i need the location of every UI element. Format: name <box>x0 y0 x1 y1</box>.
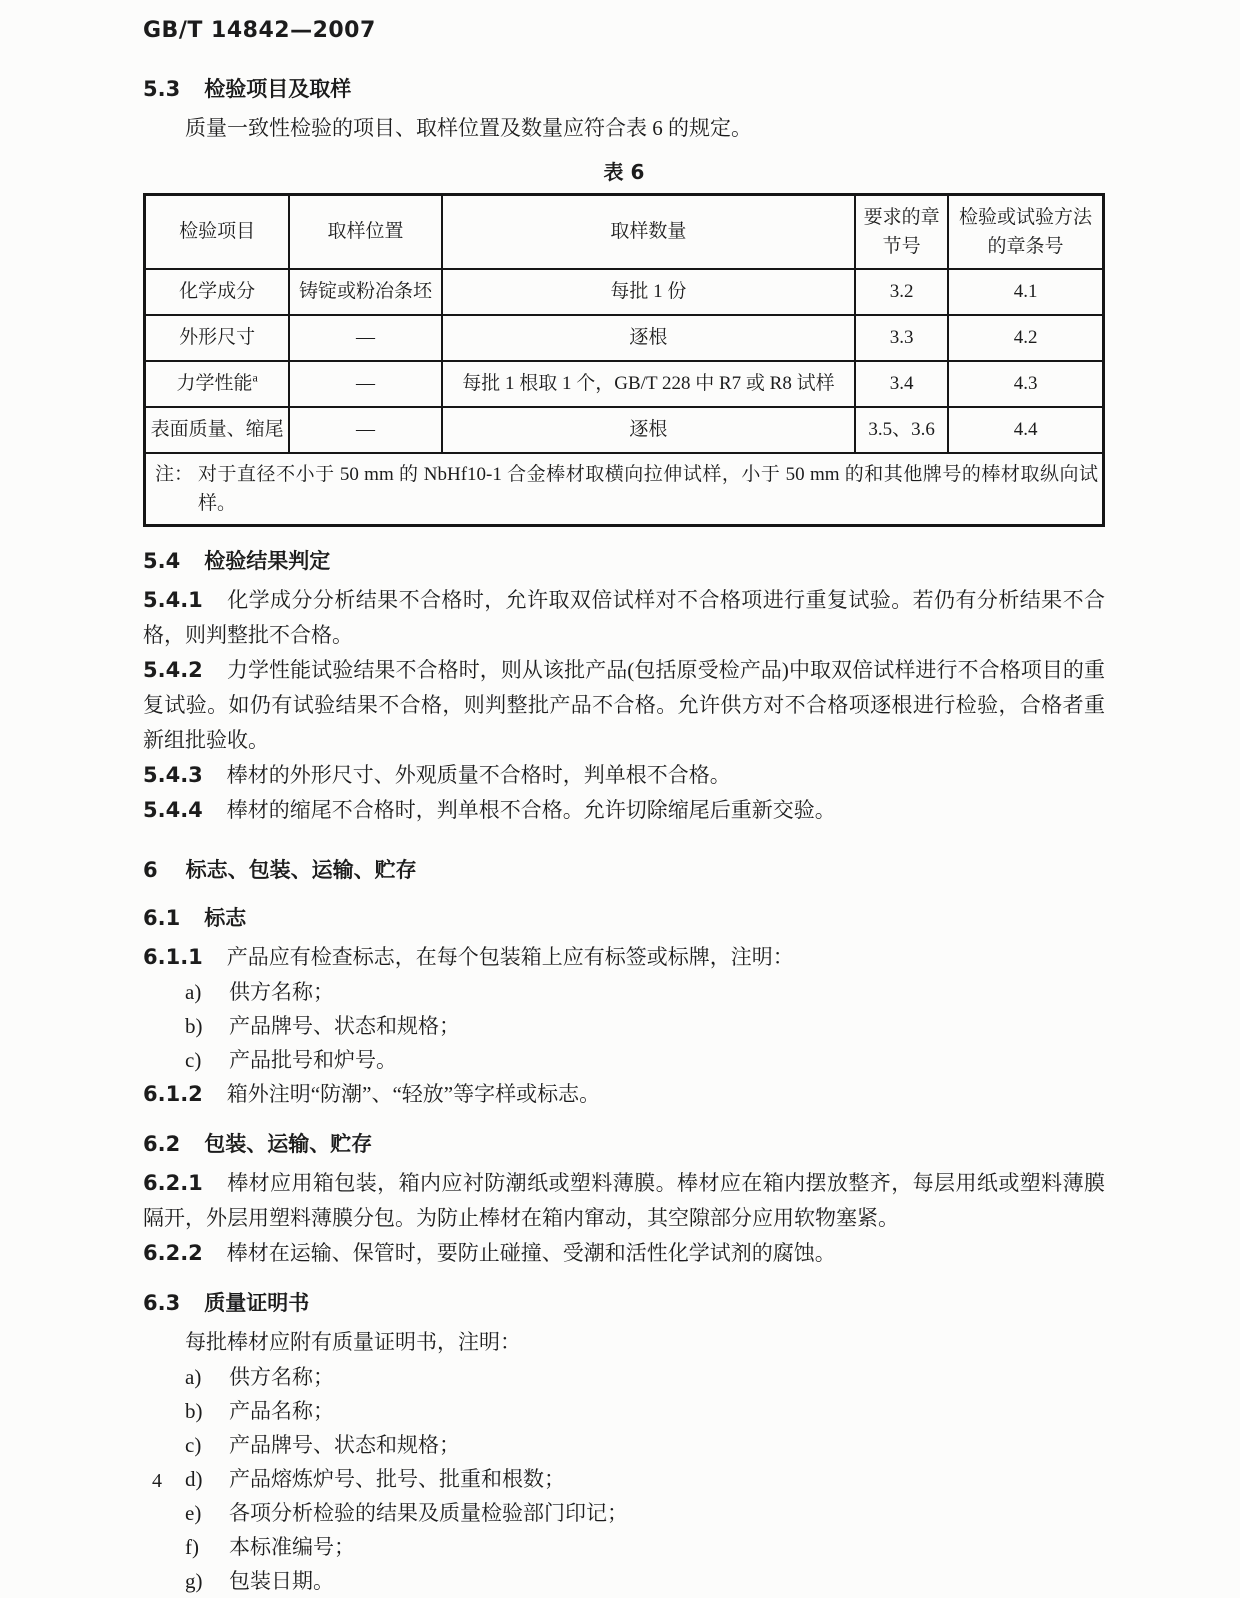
list-item <box>143 1496 1105 1530</box>
clause-number: 5.4.2 <box>143 657 203 682</box>
certificate-list <box>143 1360 1105 1598</box>
list-item <box>143 1394 1105 1428</box>
list-item-text: 产品名称； <box>229 1398 334 1423</box>
list-item <box>143 975 1105 1009</box>
chapter-heading-6 <box>143 854 1105 884</box>
clause-6-2-2 <box>143 1236 1105 1271</box>
clause-number: 5.4.4 <box>143 797 203 822</box>
list-marker: g) <box>185 1568 203 1593</box>
clause-5-4-4 <box>143 793 1105 828</box>
column-header-item: 检验项目 <box>145 195 290 269</box>
table-note <box>145 453 1104 526</box>
cell-method: 4.3 <box>948 361 1103 407</box>
cell-position: — <box>289 361 441 407</box>
clause-text: 箱外注明“防潮”、“轻放”等字样或标志。 <box>226 1081 601 1106</box>
section-heading-6-2 <box>143 1128 1105 1158</box>
section-title: 质量证明书 <box>204 1290 310 1315</box>
list-marker: e) <box>185 1500 202 1525</box>
page-number: 4 <box>152 1470 162 1492</box>
column-header-quantity: 取样数量 <box>442 195 855 269</box>
list-marker: d) <box>185 1466 203 1491</box>
cell-position: — <box>289 407 441 453</box>
note-text: 对于直径不小于 50 mm 的 NbHf10-1 合金棒材取横向拉伸试样，小于 50 mm 的和其他牌号的棒材取纵向试样。 <box>198 463 1098 514</box>
cell-item <box>145 361 290 407</box>
list-item-text: 本标准编号； <box>229 1534 355 1559</box>
cell-item: 外形尺寸 <box>145 315 290 361</box>
section-title: 检验结果判定 <box>204 548 331 573</box>
section-number: 5.3 <box>143 77 181 101</box>
table-row <box>145 315 1104 361</box>
standard-number-header: GB/T 14842—2007 <box>143 18 376 43</box>
section-title: 检验项目及取样 <box>204 77 352 101</box>
clause-5-4-2 <box>143 653 1105 758</box>
list-item <box>143 1564 1105 1598</box>
cell-quantity: 逐根 <box>442 315 855 361</box>
list-item <box>143 1043 1105 1077</box>
list-marker: b) <box>185 1013 203 1038</box>
footnote-marker: a <box>252 370 258 385</box>
section-number: 6.2 <box>143 1131 181 1156</box>
clause-text: 棒材应用箱包装，箱内应衬防潮纸或塑料薄膜。棒材应在箱内摆放整齐，每层用纸或塑料薄膜隔开，外层用塑料薄膜分包。为防止棒材在箱内窜动，其空隙部分应用软物塞紧。 <box>143 1170 1105 1230</box>
note-label: 注： <box>154 463 193 485</box>
list-item-text: 包装日期。 <box>229 1568 334 1593</box>
column-header-method: 检验或试验方法的章条号 <box>948 195 1103 269</box>
cell-requirement: 3.5、3.6 <box>855 407 948 453</box>
section-title: 包装、运输、贮存 <box>204 1131 373 1156</box>
list-item-text: 供方名称； <box>229 1364 334 1389</box>
list-item-text: 产品批号和炉号。 <box>229 1047 397 1072</box>
clause-6-2-1 <box>143 1166 1105 1236</box>
clause-5-4-1 <box>143 583 1105 653</box>
cell-requirement: 3.3 <box>855 315 948 361</box>
list-item <box>143 1462 1105 1496</box>
clause-number: 6.2.1 <box>143 1170 203 1195</box>
table-note-row <box>145 453 1104 526</box>
section-heading-5-4 <box>143 545 1105 575</box>
table-header-row <box>145 195 1104 269</box>
cell-method: 4.2 <box>948 315 1103 361</box>
list-item-text: 产品牌号、状态和规格； <box>229 1432 460 1457</box>
clause-6-1-1 <box>143 940 1105 975</box>
clause-number: 5.4.1 <box>143 587 203 612</box>
column-header-requirement: 要求的章节号 <box>855 195 948 269</box>
list-marker: b) <box>185 1398 203 1423</box>
list-marker: a) <box>185 1364 202 1389</box>
cell-quantity: 逐根 <box>442 407 855 453</box>
column-header-position: 取样位置 <box>289 195 441 269</box>
list-item <box>143 1428 1105 1462</box>
list-item-text: 产品牌号、状态和规格； <box>229 1013 460 1038</box>
list-marker: a) <box>185 979 202 1004</box>
clause-number: 6.1.1 <box>143 944 203 969</box>
clause-number: 5.4.3 <box>143 762 203 787</box>
chapter-title: 标志、包装、运输、贮存 <box>185 857 417 882</box>
cell-position: 铸锭或粉冶条坯 <box>289 269 441 315</box>
intro-paragraph-5-3: 质量一致性检验的项目、取样位置及数量应符合表 6 的规定。 <box>185 116 752 140</box>
section-heading-5-3 <box>143 73 1105 103</box>
table-6 <box>143 193 1105 527</box>
list-marker: c) <box>185 1047 202 1072</box>
clause-5-4-3 <box>143 758 1105 793</box>
clause-text: 化学成分分析结果不合格时，允许取双倍试样对不合格项进行重复试验。若仍有分析结果不合格，则判整批不合格。 <box>143 587 1105 647</box>
clause-text: 棒材在运输、保管时，要防止碰撞、受潮和活性化学试剂的腐蚀。 <box>226 1240 836 1265</box>
cell-quantity: 每批 1 根取 1 个，GB/T 228 中 R7 或 R8 试样 <box>442 361 855 407</box>
cell-position: — <box>289 315 441 361</box>
section-heading-6-3 <box>143 1287 1105 1317</box>
list-item <box>143 1530 1105 1564</box>
clause-text: 棒材的缩尾不合格时，判单根不合格。允许切除缩尾后重新交验。 <box>226 797 836 822</box>
clause-number: 6.1.2 <box>143 1081 203 1106</box>
list-marker: c) <box>185 1432 202 1457</box>
list-item-text: 各项分析检验的结果及质量检验部门印记； <box>229 1500 628 1525</box>
cell-item: 化学成分 <box>145 269 290 315</box>
marking-list <box>143 975 1105 1077</box>
intro-paragraph-6-3: 每批棒材应附有质量证明书，注明： <box>185 1329 521 1354</box>
table-row <box>145 361 1104 407</box>
table-row <box>145 269 1104 315</box>
cell-requirement: 3.2 <box>855 269 948 315</box>
clause-text: 棒材的外形尺寸、外观质量不合格时，判单根不合格。 <box>226 762 731 787</box>
cell-item-text: 力学性能 <box>176 373 253 394</box>
clause-6-1-2 <box>143 1077 1105 1112</box>
cell-requirement: 3.4 <box>855 361 948 407</box>
section-title: 标志 <box>204 905 247 930</box>
list-item <box>143 1009 1105 1043</box>
list-marker: f) <box>185 1534 199 1559</box>
list-item-text: 供方名称； <box>229 979 334 1004</box>
cell-method: 4.4 <box>948 407 1103 453</box>
cell-quantity: 每批 1 份 <box>442 269 855 315</box>
chapter-number: 6 <box>143 857 158 882</box>
section-number: 5.4 <box>143 548 181 573</box>
clause-number: 6.2.2 <box>143 1240 203 1265</box>
cell-method: 4.1 <box>948 269 1103 315</box>
cell-item: 表面质量、缩尾 <box>145 407 290 453</box>
list-item-text: 产品熔炼炉号、批号、批重和根数； <box>229 1466 565 1491</box>
clause-text: 力学性能试验结果不合格时，则从该批产品(包括原受检产品)中取双倍试样进行不合格项目的重复试验。如仍有试验结果不合格，则判整批产品不合格。允许供方对不合格项逐根进行检验，合格者重新组批验收。 <box>143 657 1105 752</box>
table-caption: 表 6 <box>603 160 645 184</box>
section-heading-6-1 <box>143 902 1105 932</box>
section-number: 6.1 <box>143 905 181 930</box>
section-number: 6.3 <box>143 1290 181 1315</box>
list-item <box>143 1360 1105 1394</box>
table-row <box>145 407 1104 453</box>
clause-text: 产品应有检查标志，在每个包装箱上应有标签或标牌，注明： <box>226 944 794 969</box>
